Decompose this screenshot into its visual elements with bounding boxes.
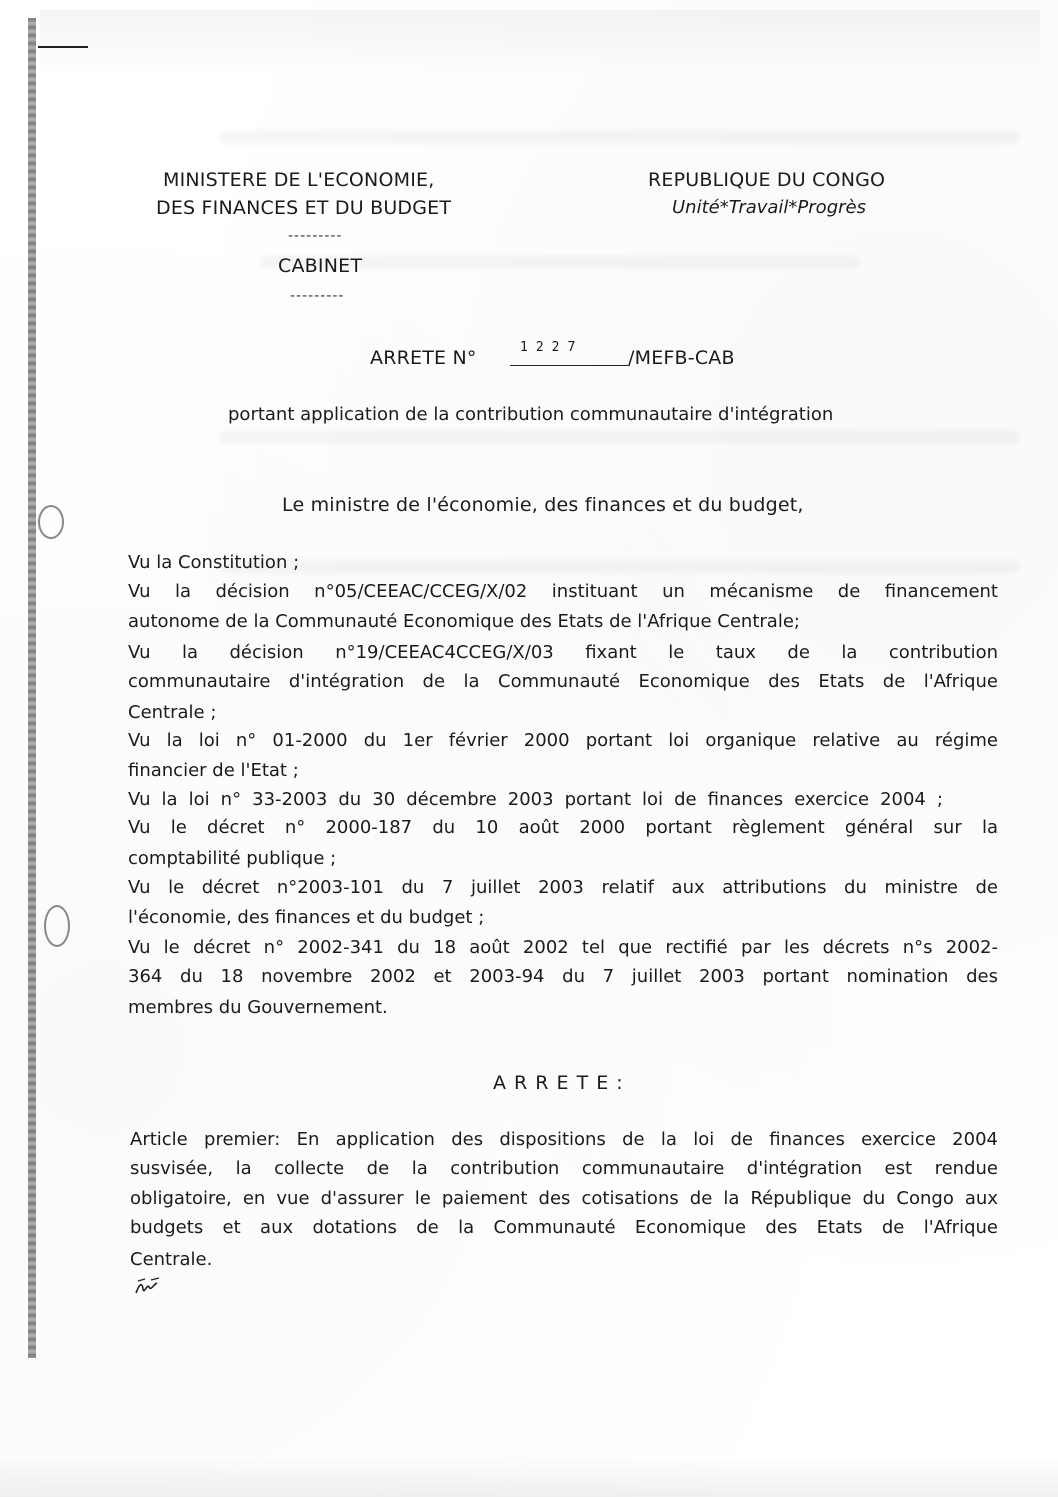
ministry-line-1: MINISTERE DE L'ECONOMIE, [163, 169, 435, 191]
bleed-through [220, 130, 1020, 144]
arrete-number-prefix: ARRETE N° [370, 347, 477, 369]
punch-hole-icon [44, 905, 70, 947]
visa-line: Vu la décision n°05/CEEAC/CCEG/X/02 instituant un mécanisme de financement [128, 581, 998, 602]
visa-line: communautaire d'intégration de la Communauté Economique des Etats de l'Afrique [128, 671, 998, 692]
dash-separator: --------- [290, 288, 345, 304]
visa-line: Vu le décret n°2003-101 du 7 juillet 2003 relatif aux attributions du ministre de [128, 877, 998, 898]
scan-shadow-top [40, 10, 1040, 80]
scan-shadow-bottom [0, 1455, 1058, 1497]
number-underline [510, 365, 628, 366]
national-motto: Unité*Travail*Progrès [672, 197, 866, 218]
handwritten-number: 1227 [520, 340, 584, 355]
visa-line: financier de l'Etat ; [128, 760, 299, 781]
article-line: budgets et aux dotations de la Communauté Economique des Etats de l'Afrique [130, 1217, 998, 1238]
minister-line: Le ministre de l'économie, des finances et du budget, [282, 494, 804, 516]
visa-line: Vu le décret n° 2002-341 du 18 août 2002 tel que rectifié par les décrets n°s 2002- [128, 937, 998, 958]
arrete-number-suffix: /MEFB-CAB [628, 347, 735, 369]
article-line: susvisée, la collecte de la contribution communautaire d'intégration est rendue [130, 1158, 998, 1179]
country-name: REPUBLIQUE DU CONGO [648, 169, 886, 191]
punch-hole-icon [38, 505, 64, 539]
article-line: obligatoire, en vue d'assurer le paiement des cotisations de la République du Congo aux [130, 1188, 998, 1209]
visa-line: Vu le décret n° 2000-187 du 10 août 2000 portant règlement général sur la [128, 817, 998, 838]
visa-line: Vu la loi n° 33-2003 du 30 décembre 2003 portant loi de finances exercice 2004 ; [128, 789, 943, 810]
article-line: Article premier: En application des dispositions de la loi de finances exercice 2004 [130, 1129, 998, 1150]
arrete-heading: A R R E T E : [493, 1072, 624, 1094]
visa-line: Vu la décision n°19/CEEAC4CCEG/X/03 fixant le taux de la contribution [128, 642, 998, 663]
initials-scribble-icon [133, 1275, 165, 1299]
visa-line: comptabilité publique ; [128, 848, 337, 869]
article-line: Centrale. [130, 1249, 213, 1270]
visa-line: Vu la Constitution ; [128, 552, 300, 573]
visa-line: 364 du 18 novembre 2002 et 2003-94 du 7 juillet 2003 portant nomination des [128, 966, 998, 987]
ministry-line-2: DES FINANCES ET DU BUDGET [156, 197, 452, 219]
visa-line: membres du Gouvernement. [128, 997, 388, 1018]
corner-mark [38, 46, 88, 48]
visa-line: autonome de la Communauté Economique des Etats de l'Afrique Centrale; [128, 611, 800, 632]
dash-separator: --------- [288, 228, 343, 244]
visa-line: Vu la loi n° 01-2000 du 1er février 2000 portant loi organique relative au régime [128, 730, 998, 751]
cabinet-label: CABINET [278, 255, 363, 277]
binding-edge [28, 18, 36, 1358]
visa-line: l'économie, des finances et du budget ; [128, 907, 485, 928]
subject-line: portant application de la contribution communautaire d'intégration [228, 404, 834, 425]
bleed-through [220, 560, 1020, 574]
visa-line: Centrale ; [128, 702, 217, 723]
bleed-through [220, 430, 1020, 444]
